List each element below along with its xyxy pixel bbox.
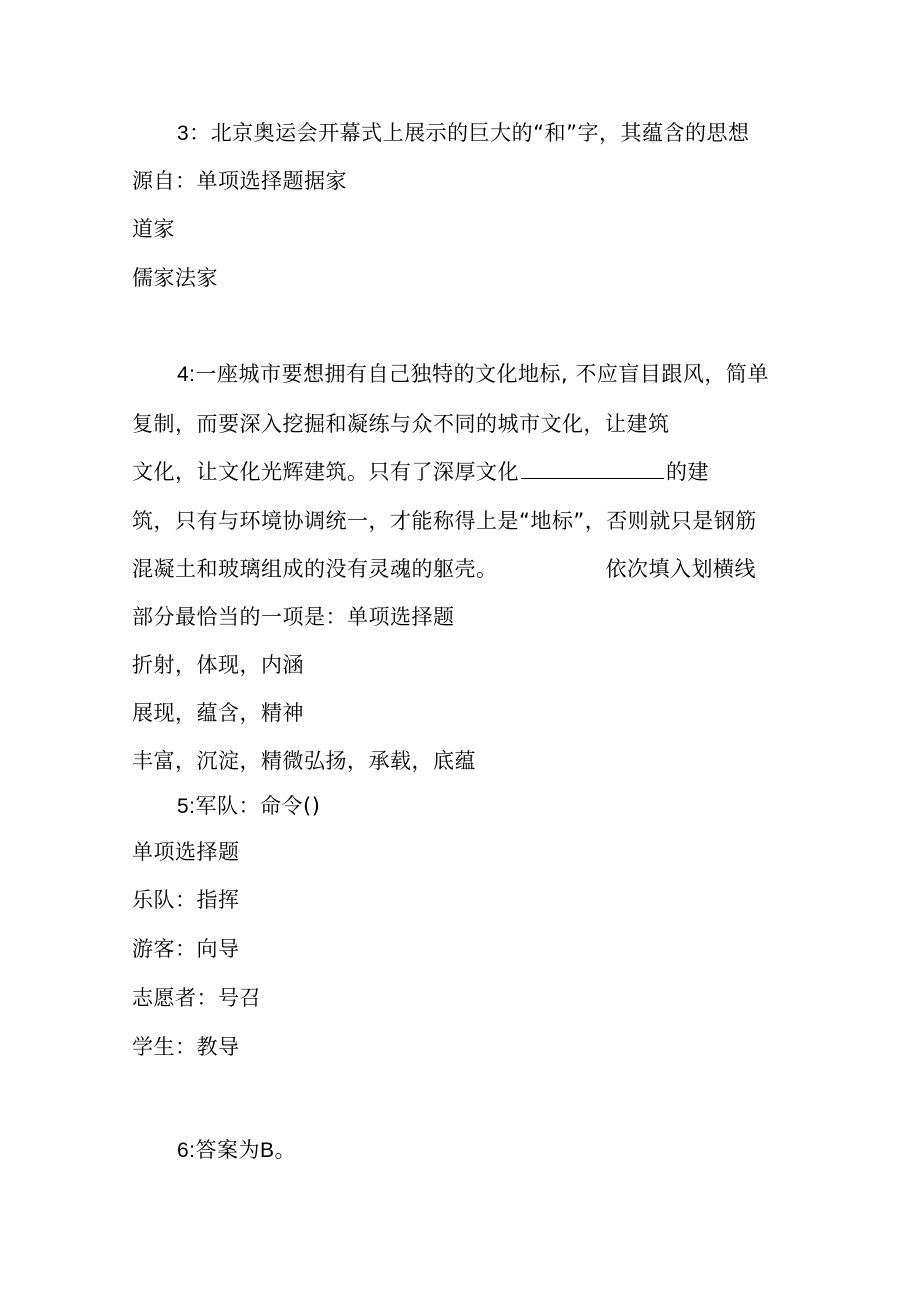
q4-line-3-after-blank: 的建 xyxy=(666,460,709,484)
q6-answer: B xyxy=(260,1139,275,1162)
q4-stem-line-1: 一座城市要想拥有自己独特的文化地标, 不应盲目跟风，简单 xyxy=(195,362,769,386)
q4-number: 4: xyxy=(177,363,196,386)
q4-option-2: 展现，蕴含，精神 xyxy=(132,701,304,725)
q4-option-3: 丰富，沉淀，精微弘扬，承载，底蕴 xyxy=(132,749,476,773)
q3-line-2: 源自：单项选择题据家 xyxy=(132,169,347,193)
q6-period: 。 xyxy=(274,1138,297,1162)
q5-option-2: 游客：向导 xyxy=(132,937,240,961)
q4-line-5-part-1: 混凝土和玻璃组成的没有灵魂的躯壳。 xyxy=(132,557,498,581)
q6-line xyxy=(177,1136,296,1165)
q5-option-1: 乐队：指挥 xyxy=(132,888,240,912)
q5-option-4: 学生：教导 xyxy=(132,1035,240,1059)
q3-option-1: 道家 xyxy=(132,217,175,241)
q4-line-1 xyxy=(177,360,769,389)
q4-blank xyxy=(521,460,664,479)
q4-line-3-before-blank: 文化，让文化光辉建筑。只有了深厚文化 xyxy=(132,460,519,484)
q4-line-5-part-2: 依次填入划横线 xyxy=(605,557,756,581)
q4-line-6: 部分最恰当的一项是：单项选择题 xyxy=(132,605,455,629)
q5-stem: 军队：命令() xyxy=(195,794,321,818)
q5-option-3: 志愿者：号召 xyxy=(132,986,261,1010)
q6-text: 答案为 xyxy=(195,1138,261,1162)
q3-line-1 xyxy=(177,119,749,148)
q4-line-5 xyxy=(132,555,756,583)
q5-type: 单项选择题 xyxy=(132,840,240,864)
q3-stem-line-1: 北京奥运会开幕式上展示的巨大的“和”字，其蕴含的思想 xyxy=(210,121,750,145)
q3-number: 3： xyxy=(177,122,211,145)
q5-number: 5: xyxy=(177,795,196,818)
q5-line-1 xyxy=(177,792,320,821)
q4-line-2: 复制，而要深入挖掘和凝练与众不同的城市文化，让建筑 xyxy=(132,412,670,436)
q4-line-4: 筑，只有与环境协调统一，才能称得上是“地标”，否则就只是钢筋 xyxy=(132,509,757,533)
q4-line-3 xyxy=(132,458,709,486)
q6-number: 6: xyxy=(177,1139,196,1162)
q3-option-2: 儒家法家 xyxy=(132,266,218,290)
q4-option-1: 折射，体现，内涵 xyxy=(132,653,304,677)
